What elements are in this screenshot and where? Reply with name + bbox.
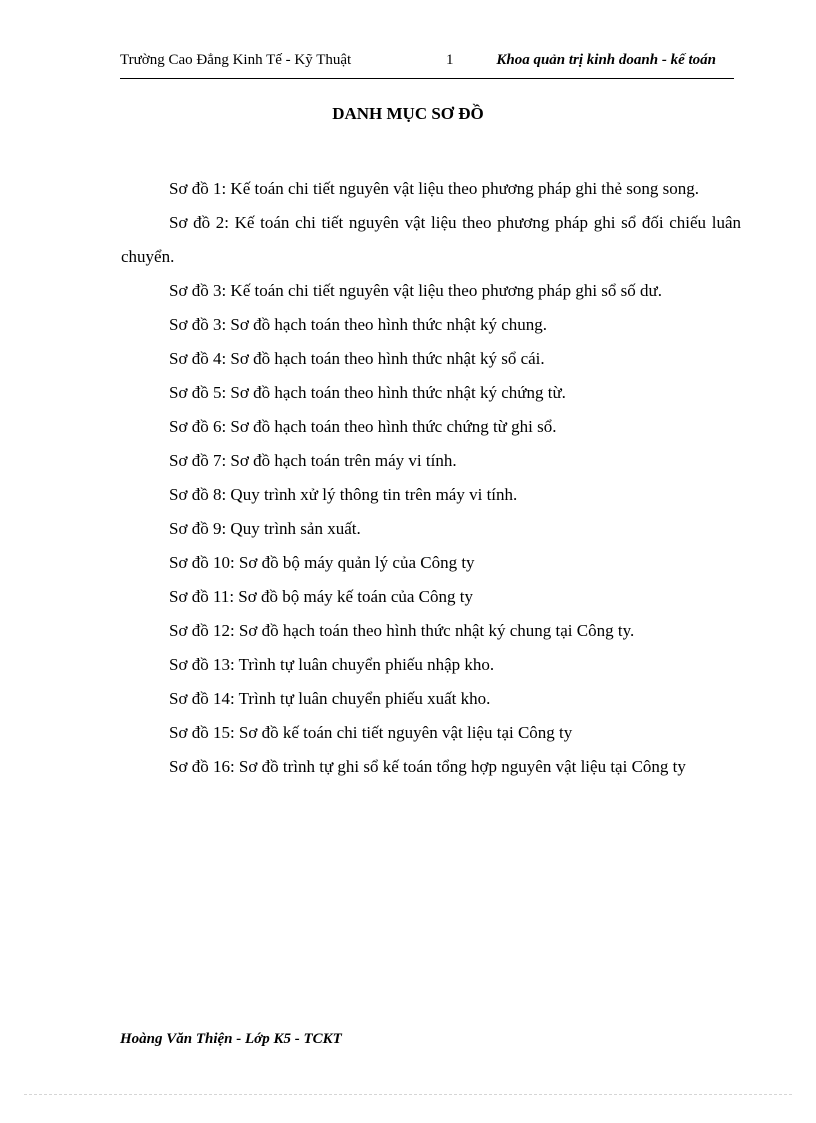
page-footer: Hoàng Văn Thiện - Lớp K5 - TCKT: [120, 1031, 342, 1047]
list-item: Sơ đồ 5: Sơ đồ hạch toán theo hình thức nhật ký chứng từ.: [169, 383, 566, 402]
faculty-name: Khoa quản trị kinh doanh - kế toán: [496, 52, 716, 68]
list-item: Sơ đồ 16: Sơ đồ trình tự ghi sổ kế toán tổng hợp nguyên vật liệu tại Công ty: [169, 757, 686, 776]
list-item: Sơ đồ 3: Sơ đồ hạch toán theo hình thức nhật ký chung.: [169, 315, 548, 334]
list-item: Sơ đồ 11: Sơ đồ bộ máy kế toán của Công ty: [169, 587, 473, 606]
list-item: Sơ đồ 8: Quy trình xử lý thông tin trên máy vi tính.: [169, 485, 518, 504]
page-header: [120, 52, 734, 74]
list-item: Sơ đồ 1: Kế toán chi tiết nguyên vật liệu theo phương pháp ghi thẻ song song.: [169, 179, 700, 198]
diagram-list: [121, 172, 741, 784]
list-item: Sơ đồ 4: Sơ đồ hạch toán theo hình thức nhật ký sổ cái.: [169, 349, 545, 368]
list-item: Sơ đồ 2: Kế toán chi tiết nguyên vật liệu theo phương pháp ghi sổ đối chiếu luân chuyển.: [121, 213, 741, 266]
header-divider: [120, 78, 734, 79]
list-item: Sơ đồ 6: Sơ đồ hạch toán theo hình thức chứng từ ghi sổ.: [169, 417, 557, 436]
list-item: Sơ đồ 3: Kế toán chi tiết nguyên vật liệu theo phương pháp ghi sổ số dư.: [169, 281, 662, 300]
list-item: Sơ đồ 12: Sơ đồ hạch toán theo hình thức nhật ký chung tại Công ty.: [169, 621, 635, 640]
page-number: 1: [446, 52, 454, 68]
page-title: DANH MỤC SƠ ĐỒ: [332, 104, 484, 123]
list-item: Sơ đồ 13: Trình tự luân chuyển phiếu nhập kho.: [169, 655, 495, 674]
school-name: Trường Cao Đẳng Kinh Tế - Kỹ Thuật: [120, 52, 352, 68]
page-bottom-divider: [24, 1094, 792, 1095]
list-item: Sơ đồ 10: Sơ đồ bộ máy quản lý của Công ty: [169, 553, 475, 572]
list-item: Sơ đồ 7: Sơ đồ hạch toán trên máy vi tính.: [169, 451, 457, 470]
list-item: Sơ đồ 15: Sơ đồ kế toán chi tiết nguyên vật liệu tại Công ty: [169, 723, 573, 742]
list-item: Sơ đồ 14: Trình tự luân chuyển phiếu xuất kho.: [169, 689, 491, 708]
list-item: Sơ đồ 9: Quy trình sản xuất.: [169, 519, 361, 538]
